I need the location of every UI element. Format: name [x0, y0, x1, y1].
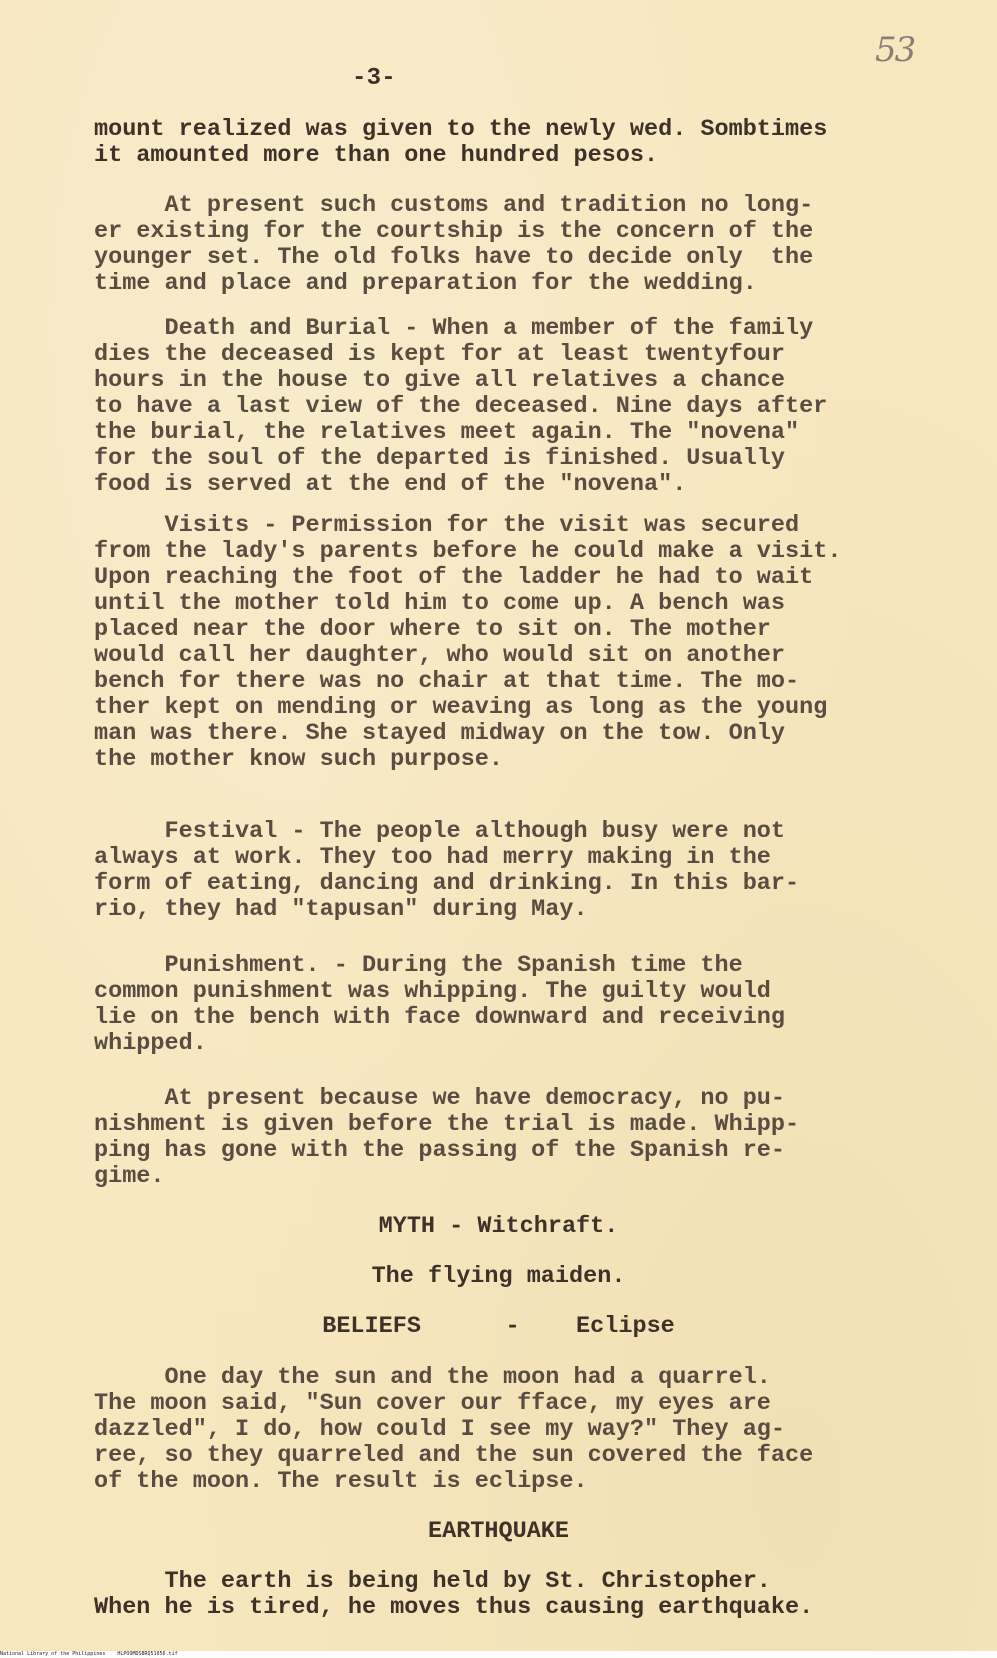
heading-earthquake: EARTHQUAKE — [427, 1518, 570, 1545]
text-line: time and place and preparation for the wedding. — [94, 270, 757, 297]
text-line: for the soul of the departed is finished. Usually — [94, 445, 786, 472]
text-line: er existing for the courtship is the concern of the — [94, 218, 814, 245]
text-line: the burial, the relatives meet again. The "novena" — [94, 419, 800, 446]
text-line: dies the deceased is kept for at least twentyfour — [94, 341, 786, 368]
text-line: ping has gone with the passing of the Spanish re- — [94, 1137, 786, 1164]
text-line: When he is tired, he moves thus causing earthquake. — [94, 1594, 814, 1621]
text-line: of the moon. The result is eclipse. — [94, 1468, 588, 1495]
text-line: The earth is being held by St. Christopher. — [94, 1568, 771, 1595]
text-line: hours in the house to give all relatives a chance — [94, 367, 786, 394]
paragraph-eclipse — [94, 1364, 914, 1494]
text-line: One day the sun and the moon had a quarrel. — [94, 1364, 771, 1391]
text-line: to have a last view of the deceased. Nine days after — [94, 393, 828, 420]
text-line: it amounted more than one hundred pesos. — [94, 142, 659, 169]
paragraph-visits — [94, 512, 914, 772]
text-line: always at work. They too had merry making in the — [94, 844, 771, 871]
text-line: younger set. The old folks have to decide only the — [94, 244, 814, 271]
heading-beliefs: BELIEFS - Eclipse — [322, 1313, 675, 1340]
text-line: dazzled", I do, how could I see my way?" They ag- — [94, 1416, 786, 1443]
text-line: Death and Burial - When a member of the family — [94, 315, 814, 342]
text-line: until the mother told him to come up. A bench was — [94, 590, 786, 617]
handwritten-page-number: 53 — [875, 30, 915, 70]
paragraph-festival — [94, 818, 914, 922]
paragraph-courtship-present — [94, 192, 914, 296]
footer-filename: HLPOOMDSBRQ51056.tif — [117, 1651, 178, 1657]
text-line: At present because we have democracy, no pu- — [94, 1085, 786, 1112]
text-line: lie on the bench with face downward and receiving — [94, 1004, 786, 1031]
paragraph-dowry-continuation — [94, 116, 914, 168]
text-line: Festival - The people although busy were not — [94, 818, 786, 845]
text-line: common punishment was whipping. The guilty would — [94, 978, 771, 1005]
footer-caption — [0, 1651, 997, 1658]
paragraph-punishment-present — [94, 1085, 914, 1189]
text-line: ree, so they quarreled and the sun covered the face — [94, 1442, 814, 1469]
text-line: placed near the door where to sit on. The mother — [94, 616, 771, 643]
paragraph-earthquake — [94, 1568, 914, 1620]
paragraph-death-and-burial — [94, 315, 914, 497]
text-line: the mother know such purpose. — [94, 746, 503, 773]
text-line: mount realized was given to the newly wed. Sombtimes — [94, 116, 828, 143]
text-line: nishment is given before the trial is made. Whipp- — [94, 1111, 800, 1138]
heading-flying-maiden: The flying maiden. — [371, 1263, 626, 1290]
text-line: form of eating, dancing and drinking. In this bar- — [94, 870, 800, 897]
text-line: Punishment. - During the Spanish time the — [94, 952, 743, 979]
text-line: food is served at the end of the "novena". — [94, 471, 687, 498]
text-line: would call her daughter, who would sit on another — [94, 642, 786, 669]
text-line: Visits - Permission for the visit was secured — [94, 512, 800, 539]
footer-label: National Library of the Philippines — [0, 1651, 106, 1657]
text-line: At present such customs and tradition no long- — [94, 192, 814, 219]
text-line: whipped. — [94, 1030, 207, 1057]
text-line: man was there. She stayed midway on the tow. Only — [94, 720, 786, 747]
paragraph-punishment — [94, 952, 914, 1056]
text-line: from the lady's parents before he could make a visit. — [94, 538, 842, 565]
text-line: gime. — [94, 1163, 165, 1190]
text-line: ther kept on mending or weaving as long as the young — [94, 694, 828, 721]
text-line: rio, they had "tapusan" during May. — [94, 896, 588, 923]
text-line: The moon said, "Sun cover our fface, my eyes are — [94, 1390, 771, 1417]
text-line: bench for there was no chair at that time. The mo- — [94, 668, 800, 695]
page-number: -3- — [352, 65, 396, 92]
heading-myth: MYTH - Witchraft. — [378, 1213, 619, 1240]
text-line: Upon reaching the foot of the ladder he had to wait — [94, 564, 814, 591]
